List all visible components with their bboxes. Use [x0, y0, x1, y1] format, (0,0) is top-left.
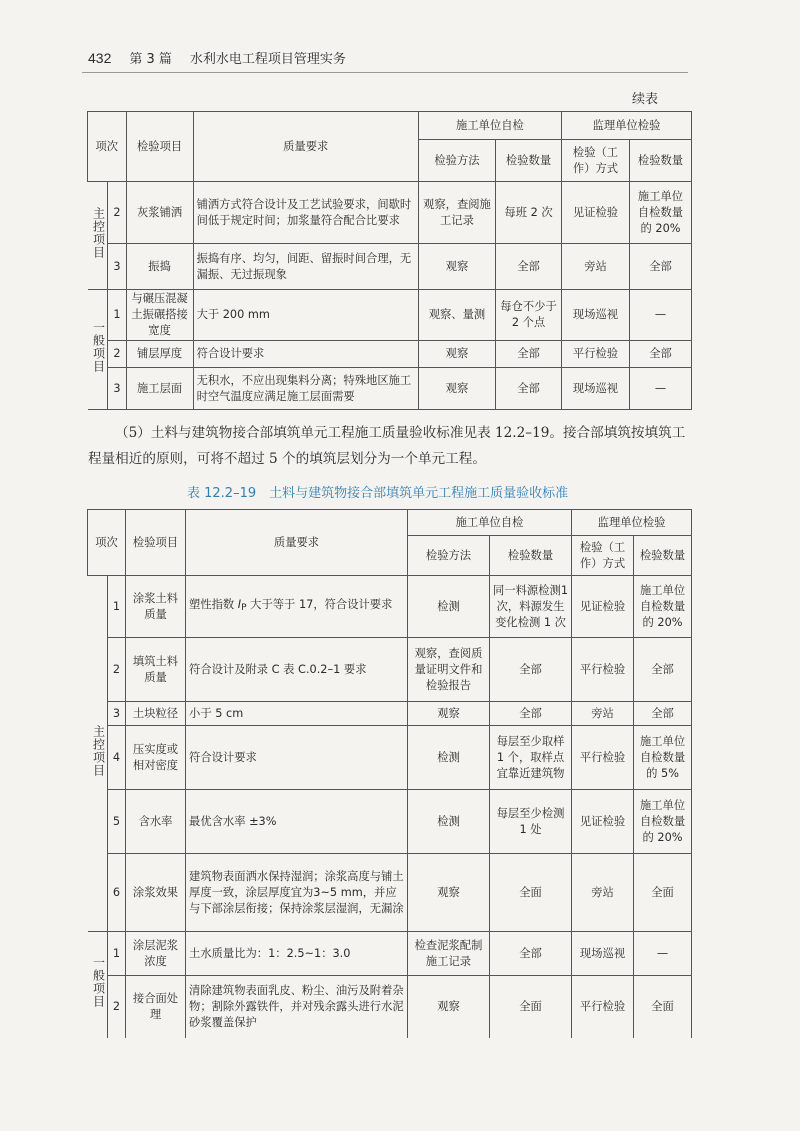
row-no: 1 — [108, 932, 126, 976]
row-req: 建筑物表面洒水保持湿润；涂浆高度与铺土厚度一致，涂层厚度宜为3~5 mm，并应与下部涂层衔接；保持涂浆层湿润，无漏涂 — [186, 854, 408, 932]
row-item: 涂浆土料质量 — [126, 576, 186, 638]
row-no: 2 — [108, 341, 126, 368]
row-req: 符合设计要求 — [193, 341, 418, 368]
row-qty: 全部 — [496, 244, 562, 290]
row-sup-method: 旁站 — [572, 854, 634, 932]
table-row — [88, 341, 692, 368]
row-sup-method: 平行检验 — [572, 976, 634, 1038]
row-qty: 全部 — [490, 702, 572, 726]
table-row — [88, 790, 692, 854]
row-sup-method: 现场巡视 — [562, 368, 630, 410]
col-supervisor-group: 监理单位检验 — [572, 510, 692, 536]
row-method: 观察 — [418, 368, 495, 410]
row-no: 3 — [108, 368, 126, 410]
row-qty: 全面 — [490, 976, 572, 1038]
row-method: 检测 — [408, 726, 490, 790]
row-item: 与碾压混凝土振碾搭接宽度 — [126, 290, 193, 341]
row-method: 观察 — [408, 976, 490, 1038]
row-method: 检查泥浆配制施工记录 — [408, 932, 490, 976]
body-paragraph: （5）土料与建筑物接合部填筑单元工程施工质量验收标准见表 12.2–19。接合部填筑按填筑工程量相近的原则，可将不超过 5 个的填筑层划分为一个单元工程。 — [88, 425, 686, 467]
row-sup-qty: 全部 — [634, 702, 692, 726]
table-row — [88, 932, 692, 976]
row-sup-qty: 全面 — [634, 854, 692, 932]
col-quality-req: 质量要求 — [193, 112, 418, 182]
row-sup-qty: — — [630, 368, 692, 410]
table-caption: 表 12.2–19 土料与建筑物接合部填筑单元工程施工质量验收标准 — [187, 486, 569, 501]
row-item: 压实度或相对密度 — [126, 726, 186, 790]
row-item: 土块粒径 — [126, 702, 186, 726]
book-title: 水利水电工程项目管理实务 — [189, 52, 346, 67]
col-sup-qty: 检验数量 — [630, 140, 692, 182]
row-no: 2 — [108, 976, 126, 1038]
table-row — [88, 576, 692, 638]
row-sup-qty: 全部 — [630, 244, 692, 290]
col-item-no: 项次 — [88, 510, 126, 576]
row-sup-method: 平行检验 — [562, 341, 630, 368]
row-sup-method: 见证检验 — [572, 790, 634, 854]
row-req: 符合设计及附录 C 表 C.0.2–1 要求 — [186, 638, 408, 702]
main-items-label: 主控项目 — [91, 207, 106, 259]
page-header — [88, 48, 346, 67]
row-req: 振捣有序、均匀，间距、留振时间合理，无漏振、无过振现象 — [193, 244, 418, 290]
row-method: 观察 — [418, 341, 495, 368]
row-method: 观察 — [408, 702, 490, 726]
general-items-label: 一般项目 — [91, 956, 106, 1009]
row-no: 2 — [108, 638, 126, 702]
col-quality-req: 质量要求 — [186, 510, 408, 576]
col-check-qty: 检验数量 — [496, 140, 562, 182]
row-sup-method: 平行检验 — [572, 726, 634, 790]
row-qty: 全部 — [490, 932, 572, 976]
row-item: 灰浆铺洒 — [126, 182, 193, 244]
row-req: 土水质量比为：1：2.5~1：3.0 — [186, 932, 408, 976]
row-qty: 每层至少检测 1 处 — [490, 790, 572, 854]
row-sup-qty: 全面 — [634, 976, 692, 1038]
header-rule — [82, 72, 688, 73]
table-row — [88, 368, 692, 410]
row-req: 符合设计要求 — [186, 726, 408, 790]
row-method: 观察、量测 — [418, 290, 495, 341]
row-sup-qty: 施工单位自检数量的 5% — [634, 726, 692, 790]
col-check-item: 检验项目 — [126, 112, 193, 182]
col-sup-method: 检验（工作）方式 — [572, 536, 634, 576]
part-label: 第 3 篇 — [129, 52, 172, 67]
row-method: 观察，查阅质量证明文件和检验报告 — [408, 638, 490, 702]
table-continued — [87, 111, 692, 410]
row-sup-method: 见证检验 — [562, 182, 630, 244]
col-sup-qty: 检验数量 — [634, 536, 692, 576]
row-req: 清除建筑物表面乳皮、粉尘、油污及附着杂物；割除外露铁件，并对残余露头进行水泥砂浆覆盖保护 — [186, 976, 408, 1038]
col-supervisor-group: 监理单位检验 — [562, 112, 692, 140]
table-12-2-19 — [87, 509, 692, 1038]
table-row — [88, 976, 692, 1038]
row-req: 塑性指数 $I_P$ 大于等于 17，符合设计要求 — [186, 576, 408, 638]
row-no: 1 — [108, 290, 126, 341]
row-method: 观察 — [408, 854, 490, 932]
row-no: 3 — [108, 702, 126, 726]
row-no: 1 — [108, 576, 126, 638]
col-check-qty: 检验数量 — [490, 536, 572, 576]
row-item: 涂浆效果 — [126, 854, 186, 932]
col-item-no: 项次 — [88, 112, 127, 182]
col-check-method: 检验方法 — [408, 536, 490, 576]
row-sup-qty: — — [634, 932, 692, 976]
row-sup-method: 见证检验 — [572, 576, 634, 638]
table-row — [88, 244, 692, 290]
col-contractor-group: 施工单位自检 — [408, 510, 572, 536]
continued-label: 续表 — [632, 92, 659, 107]
row-sup-method: 旁站 — [572, 702, 634, 726]
row-qty: 全部 — [490, 638, 572, 702]
col-check-method: 检验方法 — [418, 140, 495, 182]
row-qty: 同一料源检测1次，料源发生变化检测 1 次 — [490, 576, 572, 638]
row-item: 涂层泥浆浓度 — [126, 932, 186, 976]
table-row — [88, 638, 692, 702]
row-req: 大于 200 mm — [193, 290, 418, 341]
table-row — [88, 854, 692, 932]
row-req: 无积水，不应出现集料分离；特殊地区施工时空气温度应满足施工层面需要 — [193, 368, 418, 410]
main-items-label: 主控项目 — [91, 725, 106, 777]
row-item: 施工层面 — [126, 368, 193, 410]
row-item: 含水率 — [126, 790, 186, 854]
row-sup-qty: 施工单位自检数量的 20% — [634, 790, 692, 854]
row-method: 观察 — [418, 244, 495, 290]
row-qty: 全面 — [490, 854, 572, 932]
row-sup-method: 现场巡视 — [562, 290, 630, 341]
page-number: 432 — [88, 50, 112, 66]
table-row — [88, 182, 692, 244]
row-no: 2 — [108, 182, 126, 244]
row-method: 检测 — [408, 576, 490, 638]
row-no: 4 — [108, 726, 126, 790]
row-no: 3 — [108, 244, 126, 290]
row-qty: 每班 2 次 — [496, 182, 562, 244]
row-sup-qty: 施工单位自检数量的 20% — [634, 576, 692, 638]
row-no: 6 — [108, 854, 126, 932]
row-sup-method: 现场巡视 — [572, 932, 634, 976]
table-row — [88, 702, 692, 726]
col-sup-method: 检验（工作）方式 — [562, 140, 630, 182]
row-req: 最优含水率 ±3% — [186, 790, 408, 854]
general-items-label: 一般项目 — [91, 321, 106, 373]
row-qty: 全部 — [496, 341, 562, 368]
row-sup-qty: — — [630, 290, 692, 341]
table-row — [88, 290, 692, 341]
row-qty: 每层至少取样 1 个，取样点宜靠近建筑物 — [490, 726, 572, 790]
col-check-item: 检验项目 — [126, 510, 186, 576]
row-sup-qty: 全部 — [630, 341, 692, 368]
row-method: 观察，查阅施工记录 — [418, 182, 495, 244]
row-qty: 全部 — [496, 368, 562, 410]
row-req: 铺洒方式符合设计及工艺试验要求，间歇时间低于规定时间；加浆量符合配合比要求 — [193, 182, 418, 244]
row-qty: 每仓不少于 2 个点 — [496, 290, 562, 341]
row-item: 铺层厚度 — [126, 341, 193, 368]
row-item: 填筑土料质量 — [126, 638, 186, 702]
row-req: 小于 5 cm — [186, 702, 408, 726]
row-item: 接合面处理 — [126, 976, 186, 1038]
row-method: 检测 — [408, 790, 490, 854]
row-sup-method: 平行检验 — [572, 638, 634, 702]
col-contractor-group: 施工单位自检 — [418, 112, 561, 140]
table-row — [88, 726, 692, 790]
row-sup-method: 旁站 — [562, 244, 630, 290]
row-no: 5 — [108, 790, 126, 854]
row-sup-qty: 全部 — [634, 638, 692, 702]
row-item: 振捣 — [126, 244, 193, 290]
row-sup-qty: 施工单位自检数量的 20% — [630, 182, 692, 244]
